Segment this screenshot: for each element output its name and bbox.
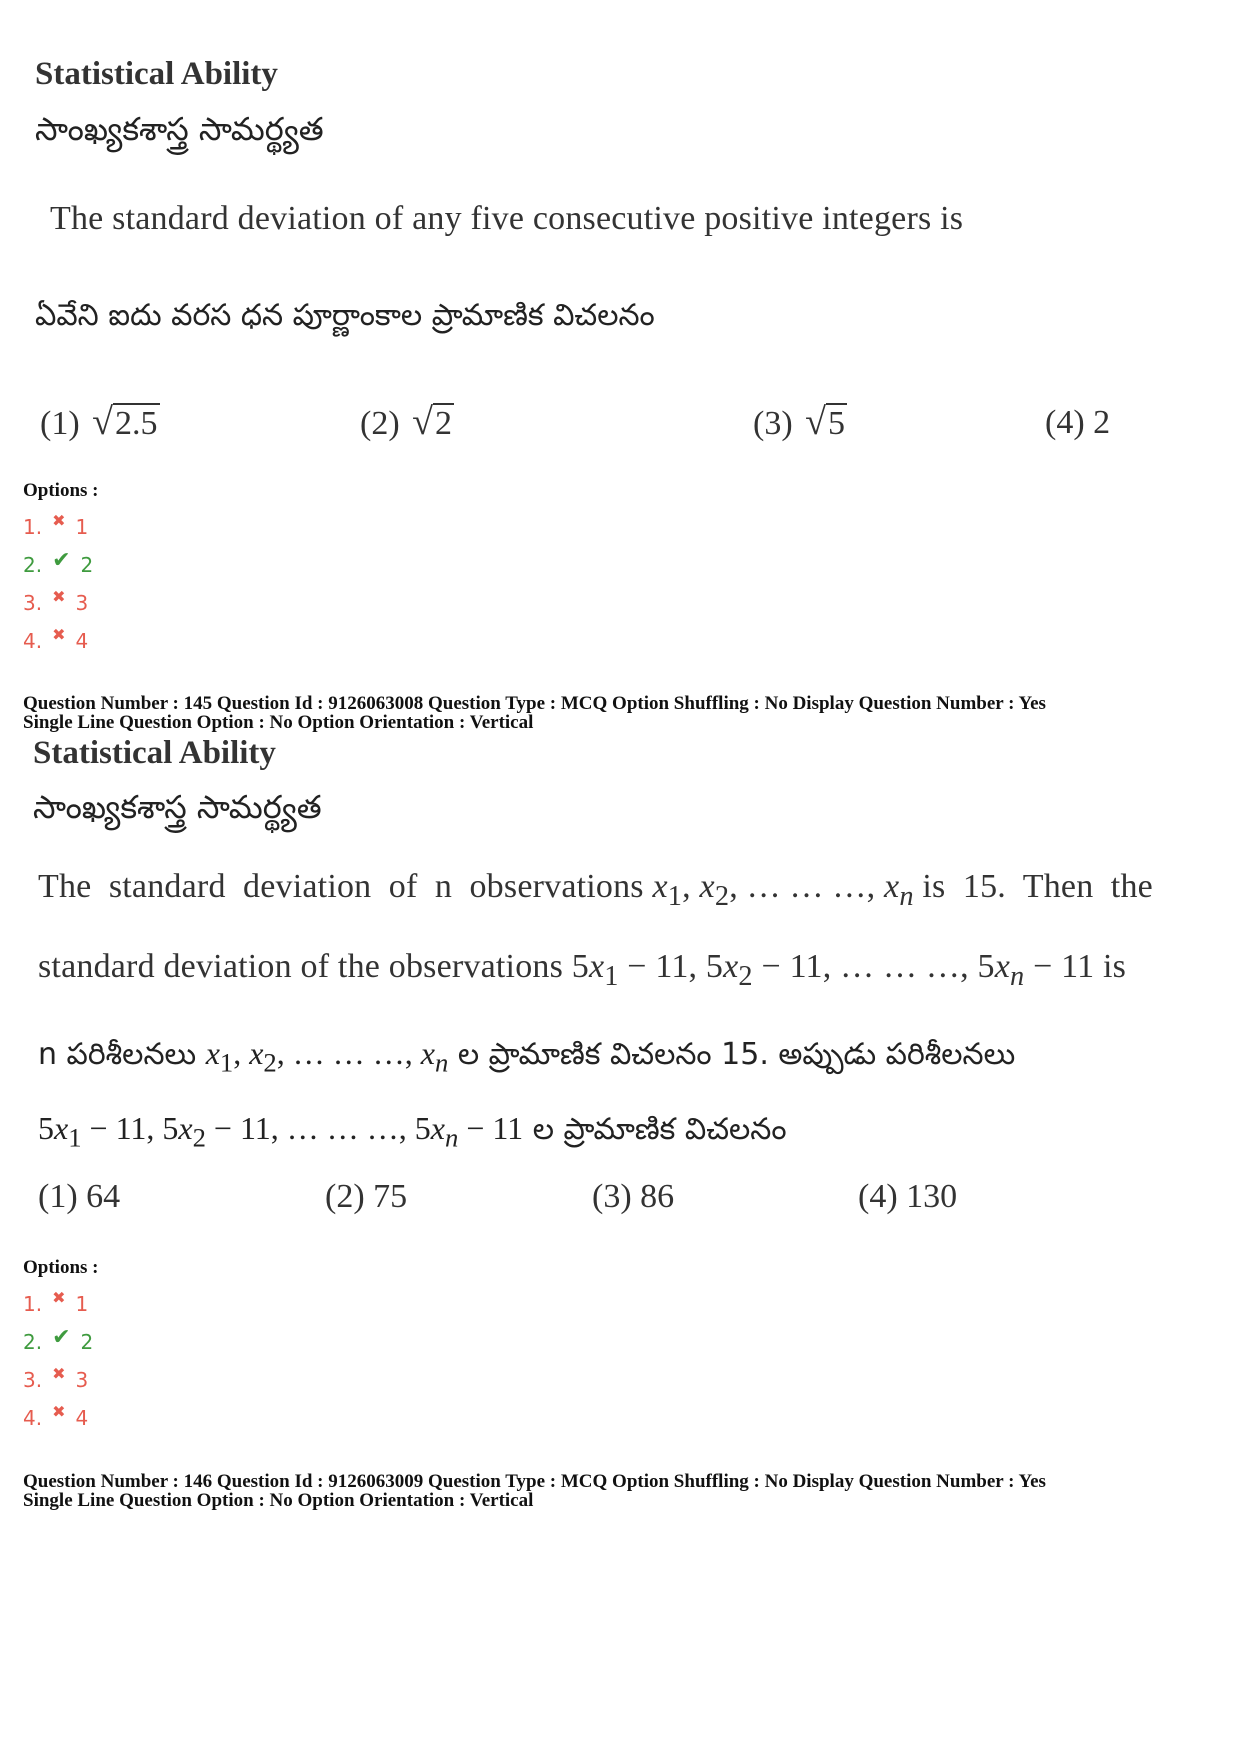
section-title: Statistical Ability xyxy=(35,56,278,92)
question-text-line-1: The standard deviation of n observations $x_1$, $x_2$, … … …, $x_n$ is 15. Then the xyxy=(38,868,1153,912)
option-item: 3. ✖ 3 xyxy=(23,586,89,615)
option-item: 4. ✖ 4 xyxy=(23,624,89,653)
cross-icon: ✖ xyxy=(52,586,66,606)
option-item: 2. ✔ 2 xyxy=(23,547,94,577)
choice-2: (2) 75 xyxy=(325,1178,408,1215)
cross-icon: ✖ xyxy=(52,624,66,644)
options-list xyxy=(23,508,93,660)
section-title: Statistical Ability xyxy=(33,735,276,771)
choice-1: (1) √2.5 xyxy=(40,401,158,443)
question-text-telugu-line-1: n పరిశీలనలు $x_1$, $x_2$, … … …, $x_n$ ల ప్రామాణిక విచలనం 15. అప్పుడు పరిశీలనలు xyxy=(38,1035,1016,1078)
cross-icon: ✖ xyxy=(52,1287,66,1307)
question-text: The standard deviation of any five consecutive positive integers is xyxy=(50,200,964,237)
choice-3: (3) 86 xyxy=(592,1178,675,1215)
options-label: Options : xyxy=(23,480,99,501)
check-icon: ✔ xyxy=(52,547,71,573)
choice-4: (4) 2 xyxy=(1045,404,1111,441)
question-text-telugu-line-2: $5x_1 - 11$, $5x_2 - 11$, … … …, $5x_n - 11$ ల ప్రామాణిక విచలనం xyxy=(38,1110,787,1153)
option-item: 2. ✔ 2 xyxy=(23,1324,94,1354)
option-item: 1. ✖ 1 xyxy=(23,510,89,539)
question-meta: Question Number : 145 Question Id : 9126063008 Question Type : MCQ Option Shuffling : No Display Question Number : Yes Single Line Question Option : No Option Orientation : Vertical xyxy=(23,693,1046,733)
cross-icon: ✖ xyxy=(52,1401,66,1421)
question-meta: Question Number : 146 Question Id : 9126063009 Question Type : MCQ Option Shuffling : No Display Question Number : Yes Single Line Question Option : No Option Orientation : Vertical xyxy=(23,1471,1046,1511)
section-title-telugu: సాంఖ్యకశాస్త్ర సామర్థ్యత xyxy=(35,110,324,148)
option-item: 4. ✖ 4 xyxy=(23,1401,89,1430)
choice-2: (2) √2 xyxy=(360,401,453,443)
option-item: 1. ✖ 1 xyxy=(23,1287,89,1316)
choice-1: (1) 64 xyxy=(38,1178,121,1215)
choice-3: (3) √5 xyxy=(753,401,846,443)
check-icon: ✔ xyxy=(52,1324,71,1350)
cross-icon: ✖ xyxy=(52,1363,66,1383)
question-text-line-2: standard deviation of the observations $5x_1 - 11$, $5x_2 - 11$, … … …, $5x_n - 11$ is xyxy=(38,948,1127,992)
options-label: Options : xyxy=(23,1257,99,1278)
section-title-telugu: సాంఖ్యకశాస్త్ర సామర్థ్యత xyxy=(33,788,322,826)
choice-4: (4) 130 xyxy=(858,1178,958,1215)
options-list xyxy=(23,1285,93,1437)
question-text-telugu: ఏవేని ఐదు వరస ధన పూర్ణాంకాల ప్రామాణిక విచలనం xyxy=(35,298,655,333)
cross-icon: ✖ xyxy=(52,510,66,530)
option-item: 3. ✖ 3 xyxy=(23,1363,89,1392)
